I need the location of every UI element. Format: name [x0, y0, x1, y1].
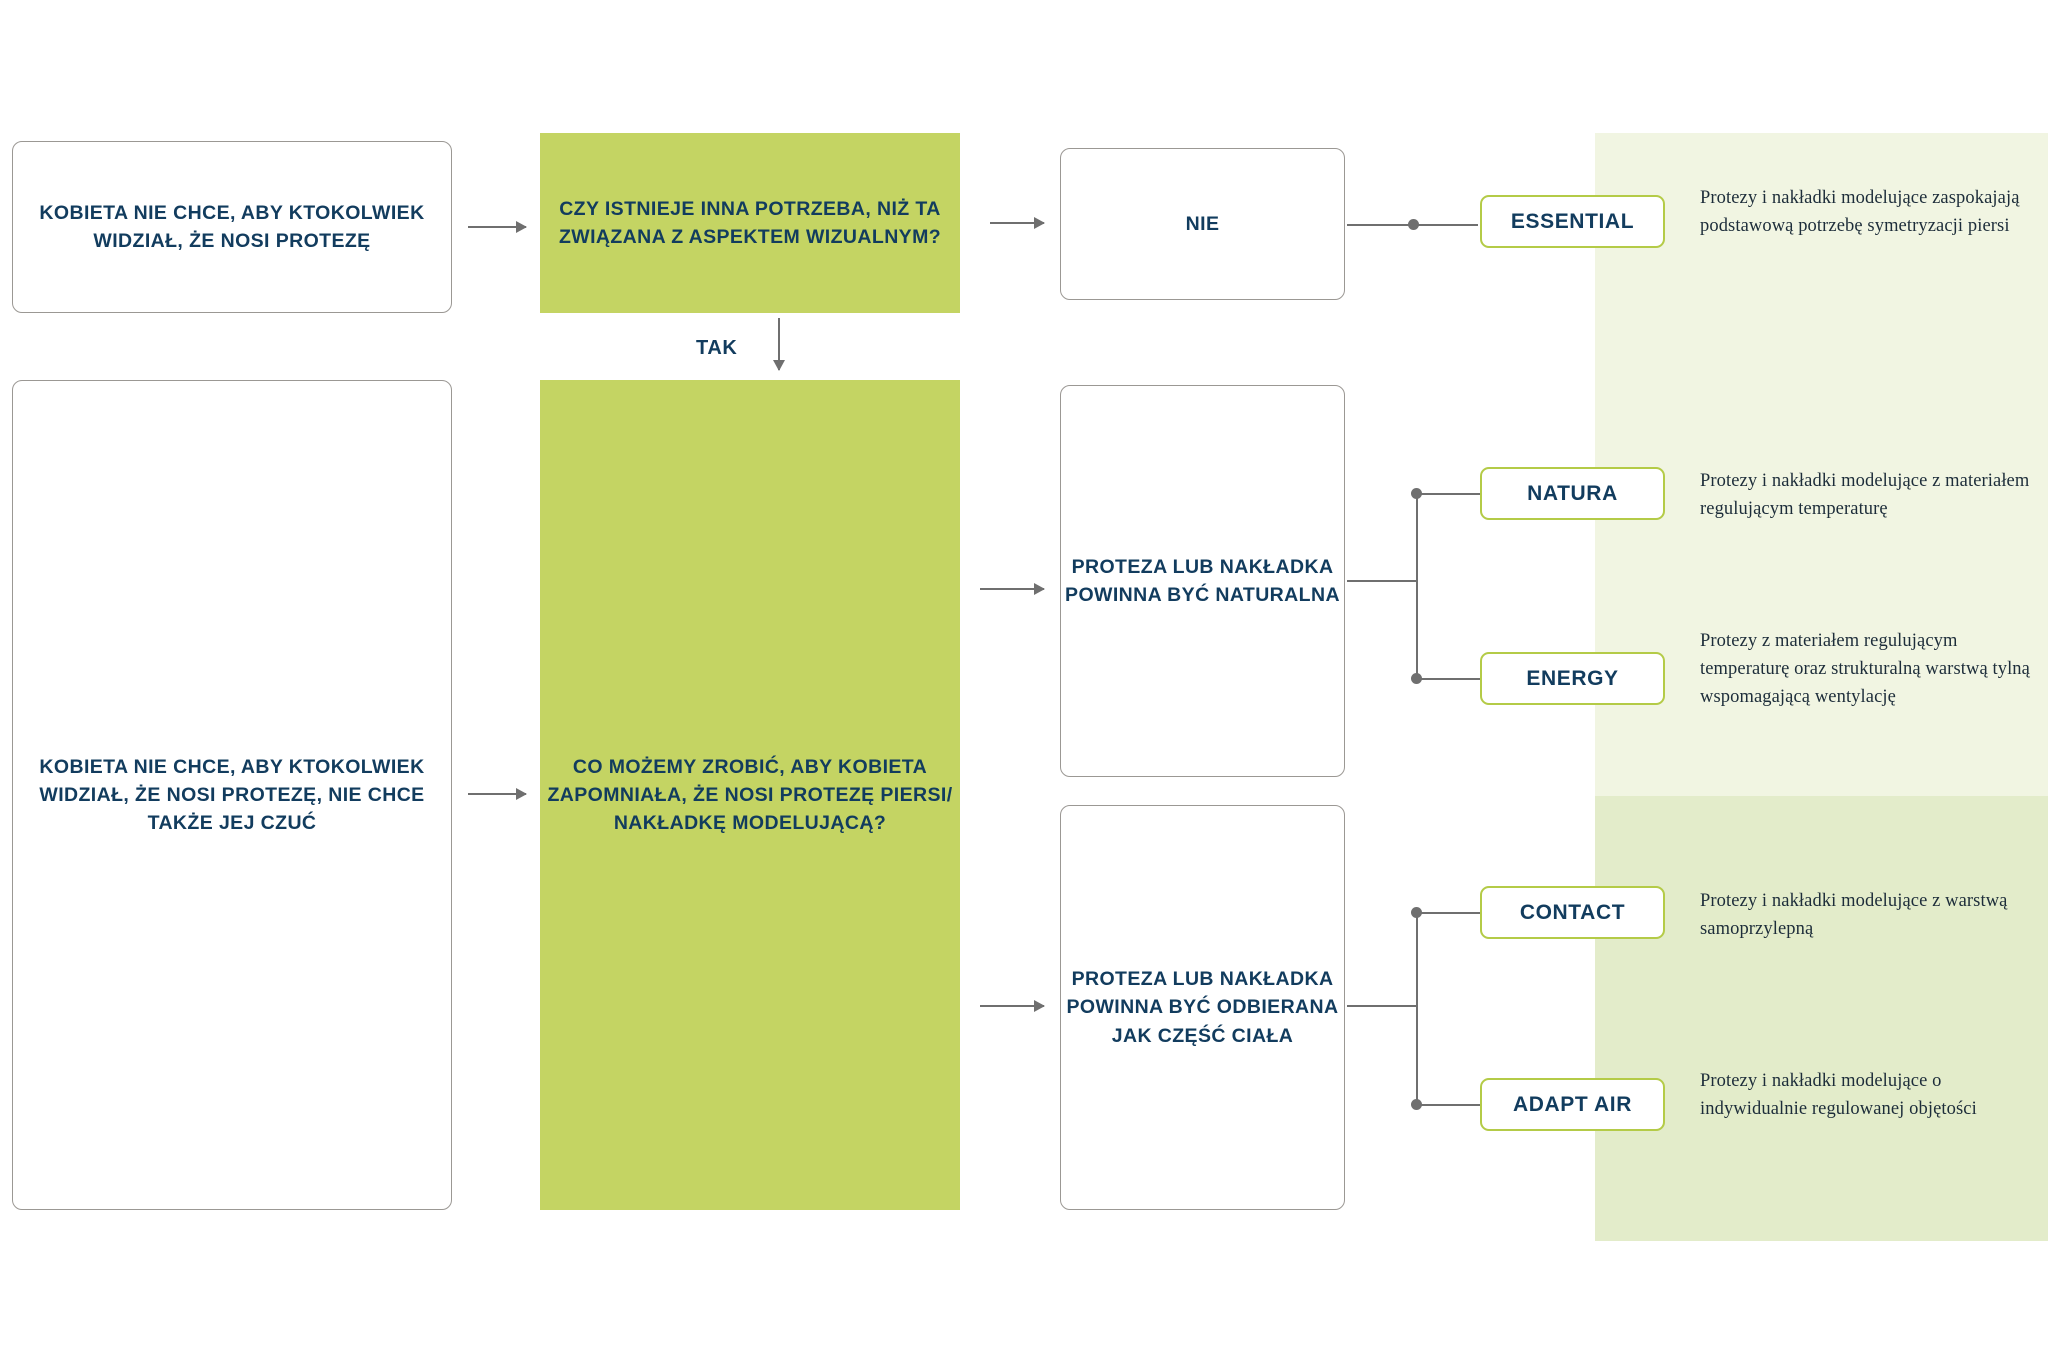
arrow-q4-to-bodypart: [980, 1005, 1044, 1007]
connector-natural-bus: [1416, 492, 1418, 679]
edge-label-tak: TAK: [696, 337, 738, 359]
connector-dot-energy: [1411, 673, 1422, 684]
connector-dot-adaptair: [1411, 1099, 1422, 1110]
product-badge-contact: CONTACT: [1480, 886, 1665, 939]
connector-to-energy: [1416, 678, 1480, 680]
connector-bodypart-stem: [1347, 1005, 1417, 1007]
product-description-adapt-air: Protezy i nakładki modelujące o indywidualnie regulowanej objętości: [1700, 1071, 1977, 1119]
connector-dot-contact: [1411, 907, 1422, 918]
node-question-forget-prosthesis: CO MOŻEMY ZROBIĆ, ABY KOBIETA ZAPOMNIAŁA, ŻE NOSI PROTEZĘ PIERSI/ NAKŁADKĘ MODELUJĄCĄ?: [540, 380, 960, 1210]
arrow-q2-to-no: [990, 222, 1044, 224]
product-panel-dark: [1595, 796, 2048, 1241]
product-description-energy: Protezy z materiałem regulującym temperaturę oraz strukturalną warstwą tylną wspomagającą wentylację: [1700, 631, 2030, 707]
node-question-visual-and-feel: KOBIETA NIE CHCE, ABY KTOKOLWIEK WIDZIAŁ, ŻE NOSI PROTEZĘ, NIE CHCE TAKŻE JEJ CZUĆ: [12, 380, 452, 1210]
connector-dot-natura: [1411, 488, 1422, 499]
node-question-other-need: CZY ISTNIEJE INNA POTRZEBA, NIŻ TA ZWIĄZANA Z ASPEKTEM WIZUALNYM?: [540, 133, 960, 313]
connector-to-natura: [1416, 493, 1480, 495]
connector-natural-stem: [1347, 580, 1417, 582]
arrow-q1-to-q2: [468, 226, 526, 228]
arrow-q2-to-q4: [778, 318, 780, 370]
product-badge-energy: ENERGY: [1480, 652, 1665, 705]
connector-to-adaptair: [1416, 1104, 1480, 1106]
connector-bodypart-bus: [1416, 912, 1418, 1104]
arrow-q3-to-q4: [468, 793, 526, 795]
product-badge-adapt-air: ADAPT AIR: [1480, 1078, 1665, 1131]
product-badge-essential: ESSENTIAL: [1480, 195, 1665, 248]
node-answer-no: NIE: [1060, 148, 1345, 300]
node-question-visual-only: KOBIETA NIE CHCE, ABY KTOKOLWIEK WIDZIAŁ, ŻE NOSI PROTEZĘ: [12, 141, 452, 313]
product-description-contact: Protezy i nakładki modelujące z warstwą samoprzylepną: [1700, 891, 2008, 939]
connector-to-contact: [1416, 912, 1480, 914]
product-description-essential: Protezy i nakładki modelujące zaspokajają podstawową potrzebę symetryzacji piersi: [1700, 188, 2020, 236]
product-description-natura: Protezy i nakładki modelujące z materiałem regulującym temperaturę: [1700, 471, 2030, 519]
node-answer-natural: PROTEZA LUB NAKŁADKA POWINNA BYĆ NATURALNA: [1060, 385, 1345, 777]
arrow-q4-to-natural: [980, 588, 1044, 590]
connector-dot-essential: [1408, 219, 1419, 230]
product-badge-natura: NATURA: [1480, 467, 1665, 520]
node-answer-body-part: PROTEZA LUB NAKŁADKA POWINNA BYĆ ODBIERANA JAK CZĘŚĆ CIAŁA: [1060, 805, 1345, 1210]
